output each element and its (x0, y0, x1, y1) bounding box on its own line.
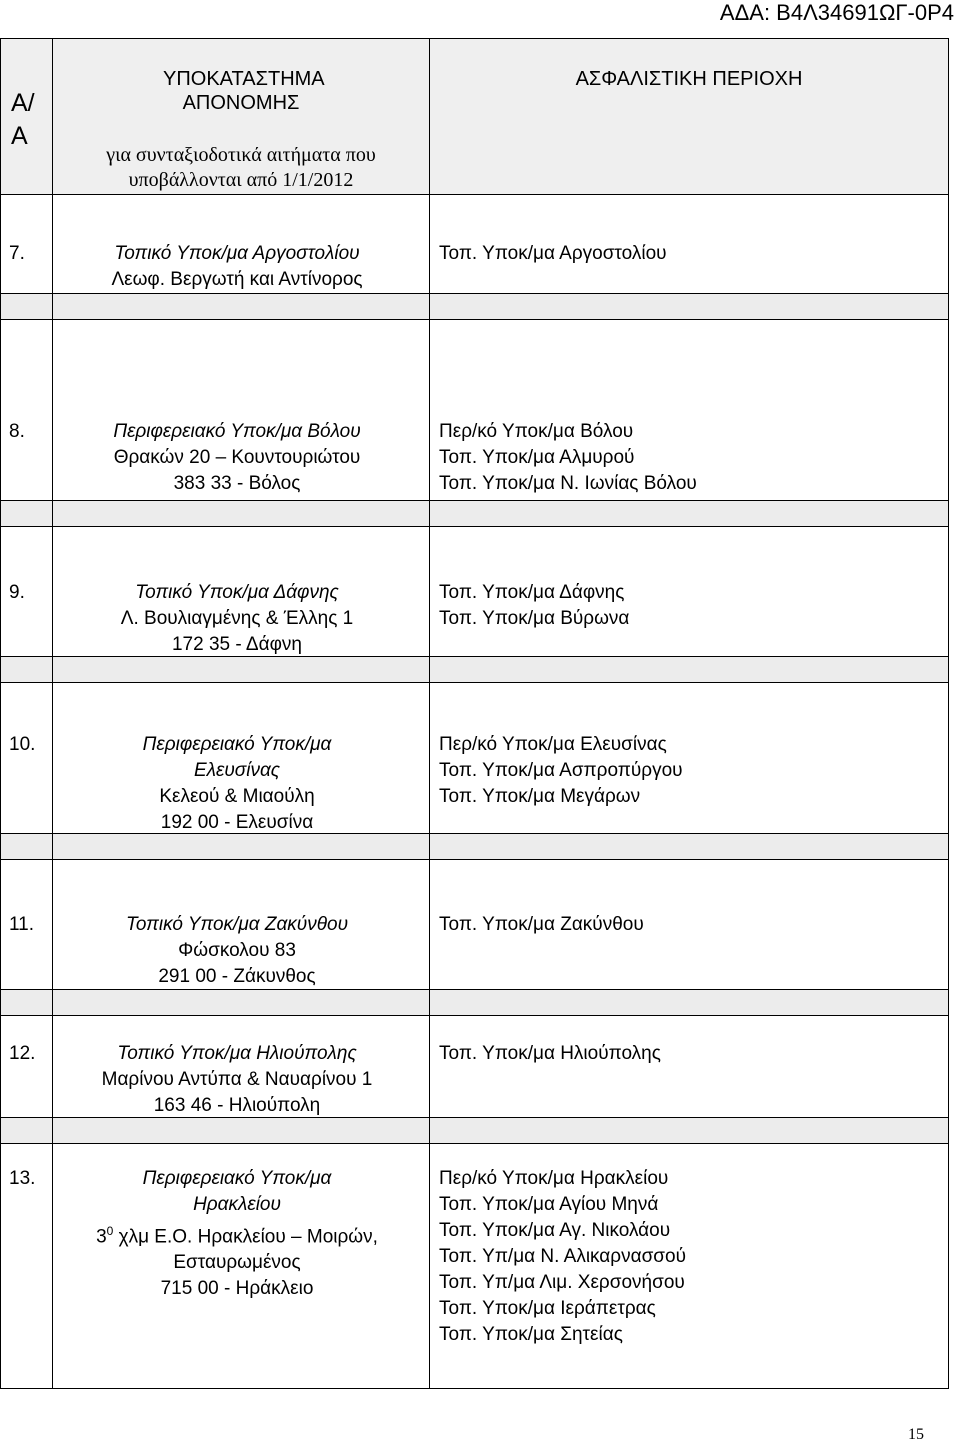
row-separator (1, 293, 948, 319)
row-number: 8. (9, 421, 25, 442)
area-item: Τοπ. Υποκ/μα Ιεράπετρας (439, 1298, 656, 1319)
area-list (439, 1166, 686, 1348)
row-separator (1, 833, 948, 859)
branch-name-line: Ηρακλείου (193, 1194, 281, 1215)
table-row (1, 1015, 948, 1143)
branch-name-line: Ελευσίνας (193, 760, 281, 781)
area-item: Τοπ. Υποκ/μα Σητείας (439, 1324, 623, 1345)
table-row (1, 682, 948, 859)
row-separator (1, 500, 948, 526)
header-area-cell (430, 39, 948, 194)
header-area-title: ΑΣΦΑΛΙΣΤΙΚΗ ΠΕΡΙΟΧΗ (575, 68, 803, 90)
branch-name: Τοπικό Υποκ/μα Ηλιούπολης (117, 1043, 357, 1064)
branch-name-line: Περιφερειακό Υποκ/μα (142, 734, 332, 755)
area-item: Τοπ. Υποκ/μα Μεγάρων (439, 786, 641, 807)
branch-postcode: 383 33 - Βόλος (173, 473, 301, 494)
area-item: Τοπ. Υπ/μα Ν. Αλικαρνασσού (439, 1246, 686, 1267)
table-row (1, 526, 948, 682)
area-item: Τοπ. Υποκ/μα Ηλιούπολης (439, 1043, 661, 1064)
area-list (439, 241, 667, 267)
header-branch-subtitle: για συνταξιοδοτικά αιτήματα που υποβάλλονται από 1/1/2012 (106, 144, 376, 191)
row-number: 13. (9, 1168, 36, 1189)
branch-name: Τοπικό Υποκ/μα Ζακύνθου (125, 914, 349, 935)
area-item: Τοπ. Υποκ/μα Ζακύνθου (439, 914, 644, 935)
branch-postcode: 192 00 - Ελευσίνα (160, 812, 314, 833)
branch-name-line: Περιφερειακό Υποκ/μα (142, 1168, 332, 1189)
area-list (439, 1041, 661, 1067)
area-list (439, 419, 697, 497)
branch-address: Μαρίνου Αντύπα & Ναυαρίνου 1 (101, 1069, 373, 1090)
branch-address: Κελεού & Μιαούλη (159, 786, 315, 807)
area-item: Περ/κό Υποκ/μα Βόλου (439, 421, 634, 442)
branch-postcode: 172 35 - Δάφνη (171, 634, 302, 655)
area-item: Τοπ. Υποκ/μα Αγ. Νικολάου (439, 1220, 671, 1241)
row-number: 9. (9, 582, 25, 603)
table-row (1, 319, 948, 526)
area-item: Περ/κό Υποκ/μα Ελευσίνας (439, 734, 667, 755)
page-number: 15 (908, 1426, 924, 1443)
branch-postcode: 163 46 - Ηλιούπολη (153, 1095, 321, 1116)
branch-postcode: 715 00 - Ηράκλειο (160, 1278, 314, 1300)
branch-name: Τοπικό Υποκ/μα Αργοστολίου (114, 243, 360, 264)
row-separator (1, 656, 948, 682)
branches-table (0, 38, 949, 1389)
branch-address: Φώσκολου 83 (178, 940, 296, 961)
header-branch-title: ΥΠΟΚΑΤΑΣΤΗΜΑ ΑΠΟΝΟΜΗΣ (163, 68, 325, 114)
area-item: Τοπ. Υποκ/μα Βύρωνα (439, 608, 630, 629)
header-branch-cell (53, 39, 430, 194)
area-item: Τοπ. Υποκ/μα Αγίου Μηνά (439, 1194, 659, 1215)
branch-address: Λ. Βουλιαγμένης & Έλλης 1 (120, 608, 354, 629)
table-row (1, 1143, 948, 1388)
ada-code: ΑΔΑ: Β4Λ34691ΩΓ-0Ρ4 (719, 0, 954, 25)
header-aa: Α/ Α (11, 89, 35, 150)
branch-address: Θρακών 20 – Κουντουριώτου (113, 447, 361, 468)
branch-address: Λεωφ. Βεργωτή και Αντίνορος (111, 269, 363, 290)
row-number: 11. (9, 914, 35, 935)
area-item: Τοπ. Υπ/μα Λιμ. Χερσονήσου (439, 1272, 685, 1293)
row-number: 7. (9, 243, 25, 264)
area-item: Τοπ. Υποκ/μα Αλμυρού (439, 447, 635, 468)
area-list (439, 732, 683, 810)
branch-name: Περιφερειακό Υποκ/μα Βόλου (113, 421, 361, 442)
area-list (439, 912, 644, 938)
row-number: 12. (9, 1043, 36, 1064)
area-item: Τοπ. Υποκ/μα Δάφνης (439, 582, 625, 603)
branch-name: Τοπικό Υποκ/μα Δάφνης (135, 582, 339, 603)
header-aa-cell (1, 39, 53, 194)
table-row (1, 195, 948, 319)
area-list (439, 580, 629, 632)
area-item: Τοπ. Υποκ/μα Ν. Ιωνίας Βόλου (439, 473, 697, 494)
row-separator (1, 1117, 948, 1143)
table-header (1, 39, 948, 195)
row-number: 10. (9, 734, 36, 755)
branch-postcode: 291 00 - Ζάκυνθος (158, 966, 316, 987)
branch-address-km: $3^0$ χλμ Ε.Ο. Ηρακλείου – Μοιρών, (96, 1224, 378, 1248)
table-row (1, 859, 948, 1015)
area-item: Περ/κό Υποκ/μα Ηρακλείου (439, 1168, 669, 1189)
area-item: Τοπ. Υποκ/μα Ασπροπύργου (439, 760, 683, 781)
area-item: Τοπ. Υποκ/μα Αργοστολίου (439, 243, 667, 264)
branch-address: Εσταυρωμένος (173, 1252, 301, 1274)
row-separator (1, 989, 948, 1015)
